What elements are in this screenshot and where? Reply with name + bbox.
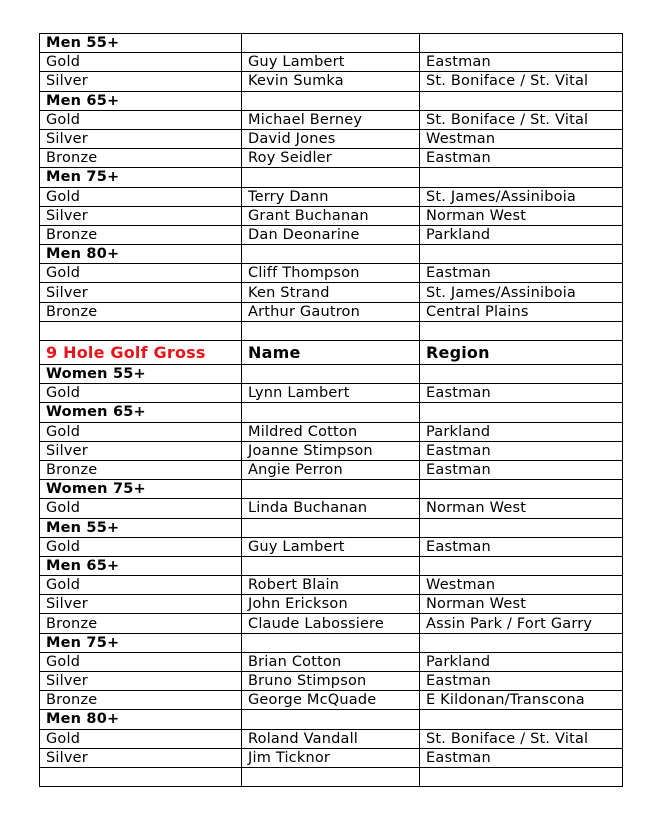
region-cell (420, 556, 623, 575)
category-label: Men 55+ (40, 34, 242, 53)
medal-cell: Bronze (40, 460, 242, 479)
region-cell (420, 480, 623, 499)
blank-row (40, 321, 623, 340)
category-row (40, 91, 623, 110)
name-cell (242, 767, 420, 786)
name-cell (242, 365, 420, 384)
region-cell (420, 245, 623, 264)
region-cell (420, 518, 623, 537)
category-label: Women 55+ (40, 365, 242, 384)
medal-cell: Silver (40, 206, 242, 225)
table-row (40, 422, 623, 441)
name-cell: John Erickson (242, 595, 420, 614)
medal-cell: Bronze (40, 614, 242, 633)
region-cell: E Kildonan/Transcona (420, 691, 623, 710)
name-column-header: Name (242, 341, 420, 365)
category-label: Men 80+ (40, 710, 242, 729)
name-cell: Dan Deonarine (242, 225, 420, 244)
name-cell: Jim Ticknor (242, 748, 420, 767)
medal-cell: Silver (40, 748, 242, 767)
table-row (40, 595, 623, 614)
medal-cell: Gold (40, 384, 242, 403)
table-row (40, 225, 623, 244)
section-title: 9 Hole Golf Gross (40, 341, 242, 365)
medal-cell: Gold (40, 537, 242, 556)
name-cell: David Jones (242, 129, 420, 148)
category-label: Men 75+ (40, 168, 242, 187)
region-cell: Westman (420, 576, 623, 595)
region-cell (420, 321, 623, 340)
category-label: Men 65+ (40, 556, 242, 575)
region-cell: Assin Park / Fort Garry (420, 614, 623, 633)
medal-cell (40, 767, 242, 786)
name-cell: Roland Vandall (242, 729, 420, 748)
region-cell: Eastman (420, 149, 623, 168)
table-row (40, 652, 623, 671)
table-row (40, 72, 623, 91)
region-cell (420, 365, 623, 384)
region-cell: Eastman (420, 460, 623, 479)
category-row (40, 633, 623, 652)
region-cell: St. James/Assiniboia (420, 187, 623, 206)
region-cell: Eastman (420, 53, 623, 72)
category-label: Women 75+ (40, 480, 242, 499)
medal-cell: Gold (40, 53, 242, 72)
region-cell (420, 168, 623, 187)
table-row (40, 748, 623, 767)
region-cell: Eastman (420, 672, 623, 691)
table-row (40, 187, 623, 206)
category-row (40, 556, 623, 575)
medal-cell: Gold (40, 264, 242, 283)
region-cell (420, 91, 623, 110)
table-row (40, 129, 623, 148)
region-cell (420, 403, 623, 422)
medal-cell: Gold (40, 652, 242, 671)
name-cell (242, 710, 420, 729)
name-cell: Terry Dann (242, 187, 420, 206)
category-row (40, 245, 623, 264)
category-row (40, 710, 623, 729)
name-cell: Arthur Gautron (242, 302, 420, 321)
name-cell: Robert Blain (242, 576, 420, 595)
region-cell: Parkland (420, 225, 623, 244)
name-cell: Mildred Cotton (242, 422, 420, 441)
medal-cell: Gold (40, 729, 242, 748)
category-row (40, 480, 623, 499)
table-row (40, 691, 623, 710)
category-row (40, 365, 623, 384)
table-row (40, 460, 623, 479)
results-table (39, 33, 623, 787)
name-cell (242, 403, 420, 422)
table-row (40, 110, 623, 129)
table-row (40, 614, 623, 633)
name-cell: Guy Lambert (242, 53, 420, 72)
table-row (40, 302, 623, 321)
category-label: Women 65+ (40, 403, 242, 422)
region-cell: Eastman (420, 441, 623, 460)
name-cell (242, 518, 420, 537)
table-row (40, 283, 623, 302)
category-row (40, 518, 623, 537)
medal-cell: Silver (40, 129, 242, 148)
name-cell (242, 168, 420, 187)
category-label: Men 75+ (40, 633, 242, 652)
section-header-row (40, 341, 623, 365)
name-cell: Angie Perron (242, 460, 420, 479)
region-cell: Eastman (420, 748, 623, 767)
region-cell: Norman West (420, 206, 623, 225)
region-cell: Norman West (420, 499, 623, 518)
table-row (40, 149, 623, 168)
medal-cell: Bronze (40, 225, 242, 244)
category-label: Men 80+ (40, 245, 242, 264)
name-cell: Linda Buchanan (242, 499, 420, 518)
table-row (40, 264, 623, 283)
category-row (40, 403, 623, 422)
name-cell: Michael Berney (242, 110, 420, 129)
name-cell: Kevin Sumka (242, 72, 420, 91)
name-cell: Lynn Lambert (242, 384, 420, 403)
medal-cell: Bronze (40, 302, 242, 321)
category-label: Men 55+ (40, 518, 242, 537)
region-cell (420, 34, 623, 53)
region-cell: St. Boniface / St. Vital (420, 110, 623, 129)
name-cell (242, 556, 420, 575)
table-row (40, 53, 623, 72)
table-row (40, 441, 623, 460)
category-row (40, 34, 623, 53)
name-cell: Brian Cotton (242, 652, 420, 671)
region-cell: Norman West (420, 595, 623, 614)
region-column-header: Region (420, 341, 623, 365)
name-cell: Grant Buchanan (242, 206, 420, 225)
region-cell: Parkland (420, 422, 623, 441)
region-cell: St. James/Assiniboia (420, 283, 623, 302)
region-cell: Eastman (420, 537, 623, 556)
name-cell (242, 633, 420, 652)
name-cell (242, 321, 420, 340)
medal-cell: Silver (40, 441, 242, 460)
category-row (40, 168, 623, 187)
name-cell: Bruno Stimpson (242, 672, 420, 691)
region-cell: Parkland (420, 652, 623, 671)
table-row (40, 576, 623, 595)
name-cell: Cliff Thompson (242, 264, 420, 283)
results-table-body (40, 34, 623, 787)
name-cell: Ken Strand (242, 283, 420, 302)
blank-row (40, 767, 623, 786)
region-cell (420, 710, 623, 729)
table-row (40, 499, 623, 518)
table-row (40, 729, 623, 748)
name-cell (242, 34, 420, 53)
medal-cell: Bronze (40, 149, 242, 168)
name-cell: Joanne Stimpson (242, 441, 420, 460)
name-cell: Roy Seidler (242, 149, 420, 168)
category-label: Men 65+ (40, 91, 242, 110)
medal-cell: Bronze (40, 691, 242, 710)
region-cell: St. Boniface / St. Vital (420, 729, 623, 748)
region-cell (420, 767, 623, 786)
table-row (40, 384, 623, 403)
name-cell (242, 480, 420, 499)
region-cell: Eastman (420, 384, 623, 403)
region-cell: St. Boniface / St. Vital (420, 72, 623, 91)
medal-cell: Silver (40, 672, 242, 691)
medal-cell: Gold (40, 422, 242, 441)
name-cell: George McQuade (242, 691, 420, 710)
name-cell: Guy Lambert (242, 537, 420, 556)
region-cell: Westman (420, 129, 623, 148)
region-cell: Central Plains (420, 302, 623, 321)
table-row (40, 537, 623, 556)
name-cell (242, 91, 420, 110)
region-cell (420, 633, 623, 652)
name-cell: Claude Labossiere (242, 614, 420, 633)
medal-cell (40, 321, 242, 340)
medal-cell: Silver (40, 283, 242, 302)
medal-cell: Silver (40, 595, 242, 614)
medal-cell: Gold (40, 576, 242, 595)
medal-cell: Gold (40, 110, 242, 129)
medal-cell: Silver (40, 72, 242, 91)
name-cell (242, 245, 420, 264)
region-cell: Eastman (420, 264, 623, 283)
table-row (40, 672, 623, 691)
medal-cell: Gold (40, 187, 242, 206)
medal-cell: Gold (40, 499, 242, 518)
table-row (40, 206, 623, 225)
